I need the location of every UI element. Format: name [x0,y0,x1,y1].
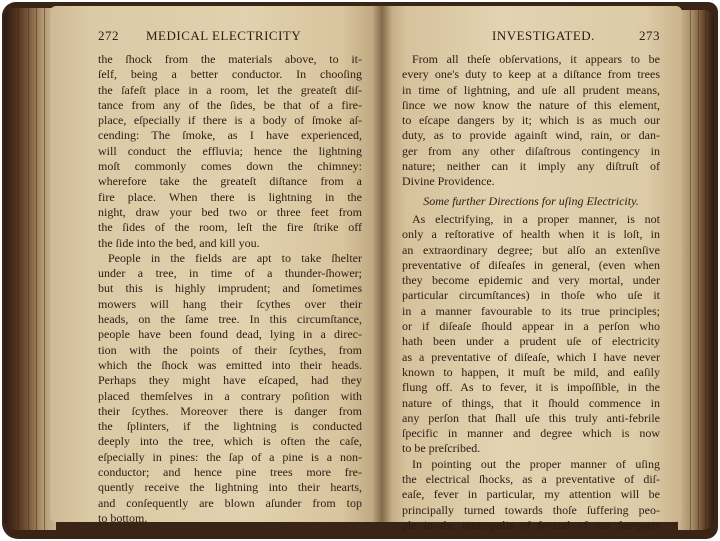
right-running-title: INVESTIGATED. [492,28,595,43]
text-line: every one's duty to keep at a diſtance from trees [402,67,660,82]
text-line: placed themſelves in a contrary poſition with [98,388,362,403]
right-page-edges [678,10,714,530]
text-line: under a tree, in time of a thunder-ſhower; [98,266,362,281]
text-line: flung off. As to fever, it is impoſſible, in the [402,380,660,395]
text-line: As electrifying, in a proper manner, is not [412,211,660,226]
text-line: tion with the points of their ſcythes, from [98,342,362,357]
text-line: ple in the metropolis of ſeveral of our ſea-ports [402,517,660,532]
left-page [50,6,382,525]
text-line: the ſafeſt place in a room, let the greateſt diſ- [98,82,362,97]
text-line: they become epidemic and very mortal, under [402,273,660,288]
right-page [382,6,682,532]
right-page-number: 273 [639,28,660,43]
text-line: From all theſe obſervations, it appears to be [412,52,660,66]
text-line: cending: The ſmoke, as I have experienced, [98,128,362,143]
text-line: fire place. When there is lightning in the [98,189,362,204]
text-line: will conduct the effluvia; hence the lightning [98,143,362,158]
left-page-number: 272 [98,28,119,43]
text-line: Divine Providence. [402,174,495,189]
text-line: nature of things, that it ſhould commence in [402,395,660,410]
right-page-body [402,52,660,533]
text-line: known to happen, it muſt be mild, and eaſily [402,364,660,379]
text-line: to bottom. [98,510,148,525]
left-page-body [98,52,362,526]
left-page-edges [4,8,56,530]
text-line: which the ſhock was emitted into their heads. [98,357,362,372]
text-line: place, eſpecially if there is a body of ſmoke aſ- [98,113,362,128]
text-line: eaſe, fever in particular, my attention will be [402,487,660,502]
text-line: mowers will hang their ſcythes over their [98,296,362,311]
text-line: particular circumſtances) in thoſe who uſe it [402,288,660,303]
book-gutter [372,6,392,522]
text-line: the electrical ſhocks, as a preventative of diſ- [402,472,660,487]
text-line: ſelf, being a better conductor. In chooſing [98,67,362,82]
text-line: to eſcape dangers by it; which is as much our [402,113,660,128]
text-line: preventative of diſeaſes in general, (even when [402,257,660,272]
text-line: night, draw your bed two or three feet from [98,204,362,219]
section-heading: Some further Directions for uſing Electricity. [423,193,639,208]
text-line: principally turned towards thoſe ſuffering peo- [402,502,660,517]
text-line: deeply into the tree, which is often the caſe, [98,434,362,449]
text-line: only a reſtorative of health when it is loſt, in [402,227,660,242]
text-line: quently receive the lightning into their hearts, [98,480,362,495]
text-line: Perhaps they might have eſcaped, had they [98,373,362,388]
text-line: to be preſcribed. [402,441,481,456]
text-line: in time of lightning, and uſe all prudent means, [402,82,660,97]
right-running-head [402,28,660,46]
text-line: in a manner favourable to its true principles; [402,303,660,318]
text-line: heads, on the ſame tree. In this circumſtance, [98,312,362,327]
text-line: the ſides of the room, leſt the fire ſtrike off [98,220,362,235]
text-line: ſince we now know the nature of this element, [402,97,660,112]
text-line: People in the fields are apt to take ſhelter [108,250,362,265]
text-line: an extraordinary degree; but alſo an extenſive [402,242,660,257]
text-line: duty, as to provide againſt wind, rain, or dan- [402,128,660,143]
text-line: ſpecific in manner and degree which is now [402,426,660,441]
text-line: ger from any other diſaſtrous contingency in [402,143,660,158]
text-line: the ſide into the bed, and kill you. [98,235,260,250]
text-line: wherefore take the greateſt diſtance from a [98,174,362,189]
text-line: eſpecially in pines: the ſap of a pine is a non- [98,449,362,464]
text-line: the ſplinters, if the lightning is conducted [98,419,362,434]
text-line: and conſequently are blown aſunder from top [98,495,362,510]
text-line: hath been under a prudent uſe of electricity [402,334,660,349]
text-line: conductor; and hence pine trees more fre- [98,465,362,480]
text-line: any perſon that ſhall uſe this truly anti-febrile [402,410,660,425]
text-line: but this is highly imprudent; and ſometimes [98,281,362,296]
text-line: moſt commonly comes down the chimney: [98,159,362,174]
text-line: tance from any of the ſides, be that of a fire- [98,97,362,112]
text-line: In pointing out the proper manner of uſing [412,456,660,471]
text-line: or if diſeaſe ſhould appear in a perſon who [402,319,660,334]
text-line: the ſhock from the materials above, to it- [98,52,362,66]
text-line: people have been found dead, lying in a direc- [98,327,362,342]
left-running-title: MEDICAL ELECTRICITY [146,28,302,43]
text-line: their ſcythes. Moreover there is danger from [98,403,362,418]
left-running-head [98,28,362,46]
text-line: as a preventative of diſeaſe, which I have never [402,349,660,364]
text-line: nature; neither can it imply any diſtruſt of [402,159,660,174]
